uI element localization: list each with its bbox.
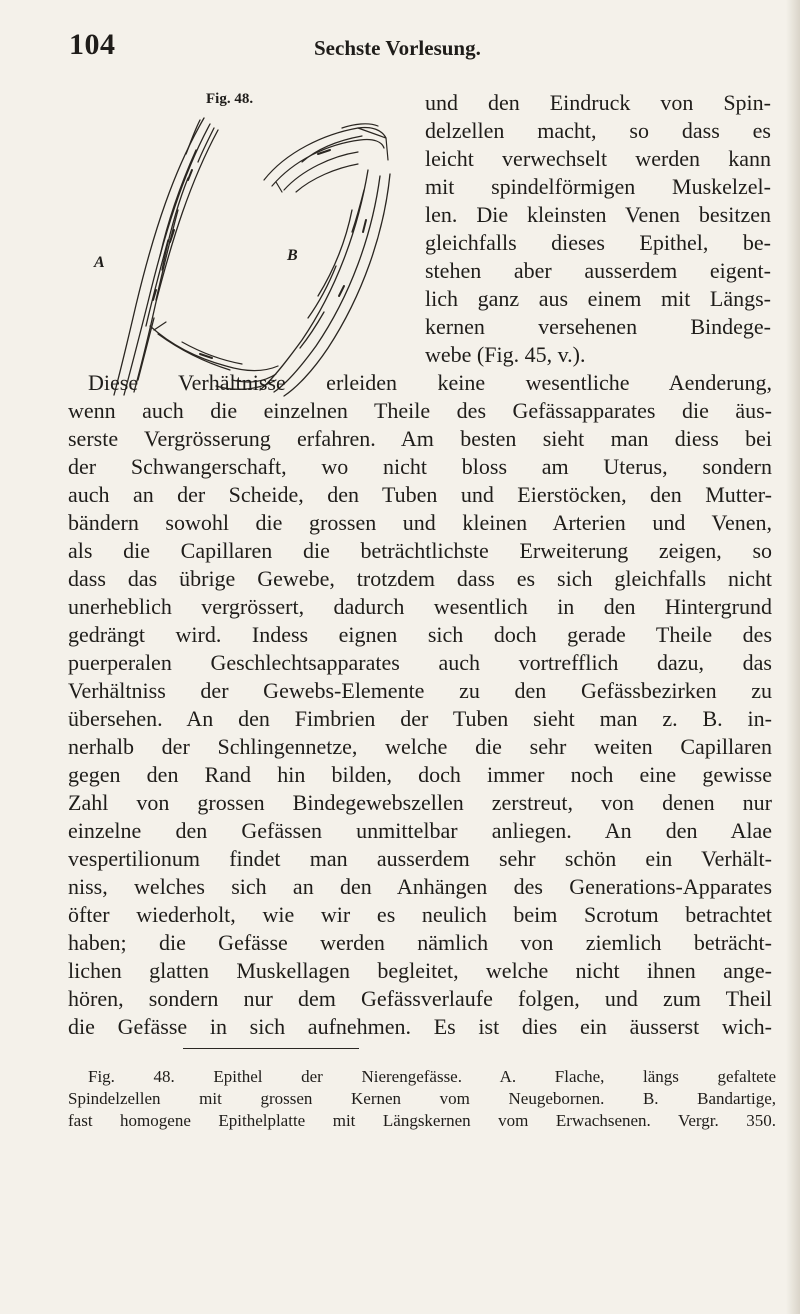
text-line: Zahl von grossen Bindegewebszellen zerstreut, von denen nur [68,790,772,815]
text-line: delzellen macht, so dass es [425,118,771,143]
figure-letter-a: A [94,254,105,271]
text-line: mit spindelförmigen Muskelzel- [425,174,771,199]
figure-part-b [260,170,390,396]
text-line: niss, welches sich an den Anhängen des Generations-Apparates [68,874,772,899]
text-line: nerhalb der Schlingennetze, welche die sehr weiten Capillaren [68,734,772,759]
text-line: die Gefässe in sich aufnehmen. Es ist dies ein äusserst wich- [68,1014,772,1039]
text-line: len. Die kleinsten Venen besitzen [425,202,771,227]
text-line: webe (Fig. 45, v.). [425,342,586,367]
text-line: als die Capillaren die beträchtlichste Erweiterung zeigen, so [68,538,772,563]
text-line: einzelne den Gefässen unmittelbar anliegen. An den Alae [68,818,772,843]
text-line: haben; die Gefässe werden nämlich von ziemlich beträcht- [68,930,772,955]
text-line: leicht verwechselt werden kann [425,146,771,171]
text-line: vespertilionum findet man ausserdem sehr schön ein Verhält- [68,846,772,871]
text-line: Diese Verhältnisse erleiden keine wesentliche Aenderung, [88,370,772,395]
figure-part-a [114,118,218,395]
figure-part-a-fold [264,124,388,192]
text-line: puerperalen Geschlechtsapparates auch vortrefflich dazu, das [68,650,772,675]
figure-label: Fig. 48. [206,91,254,107]
running-head: Sechste Vorlesung. [314,36,481,60]
text-line: dass das übrige Gewebe, trotzdem dass es sich gleichfalls nicht [68,566,772,591]
text-line: stehen aber ausserdem eigent- [425,258,771,283]
text-line: gleichfalls dieses Epithel, be- [425,230,771,255]
text-line: öfter wiederholt, wie wir es neulich beim Scrotum betrachtet [68,902,772,927]
text-line: gegen den Rand hin bilden, doch immer noch eine gewisse [68,762,772,787]
text-line: unerheblich vergrössert, dadurch wesentlich in den Hintergrund [68,594,772,619]
text-line: gedrängt wird. Indess eignen sich doch gerade Theile des [68,622,772,647]
text-line: bändern sowohl die grossen und kleinen Arterien und Venen, [68,510,772,535]
text-line: und den Eindruck von Spin- [425,90,771,115]
text-line: serste Vergrösserung erfahren. Am besten sieht man diess bei [68,426,772,451]
text-line: der Schwangerschaft, wo nicht bloss am Uterus, sondern [68,454,772,479]
text-line: hören, sondern nur dem Gefässverlaufe folgen, und zum Theil [68,986,772,1011]
page-edge-shadow [786,0,800,1314]
figure-letter-b: B [287,247,298,264]
page-number: 104 [69,28,116,61]
text-line: lichen glatten Muskellagen begleitet, welche nicht ihnen ange- [68,958,772,983]
text-line: übersehen. An den Fimbrien der Tuben sieht man z. B. in- [68,706,772,731]
text-line: lich ganz aus einem mit Längs- [425,286,771,311]
text-line: Verhältniss der Gewebs-Elemente zu den Gefässbezirken zu [68,678,772,703]
caption-line: Fig. 48. Epithel der Nierengefässe. A. Flache, längs gefaltete [88,1067,776,1086]
caption-line: fast homogene Epithelplatte mit Längskernen vom Erwachsenen. Vergr. 350. [68,1111,776,1130]
footnote-rule [183,1048,359,1049]
text-line: wenn auch die einzelnen Theile des Gefässapparates die äus- [68,398,772,423]
text-line: kernen versehenen Bindege- [425,314,771,339]
figure-nuclei [153,150,366,358]
text-line: auch an der Scheide, den Tuben und Eierstöcken, den Mutter- [68,482,772,507]
caption-line: Spindelzellen mit grossen Kernen vom Neugebornen. B. Bandartige, [68,1089,776,1108]
epithelium-illustration [96,90,416,410]
